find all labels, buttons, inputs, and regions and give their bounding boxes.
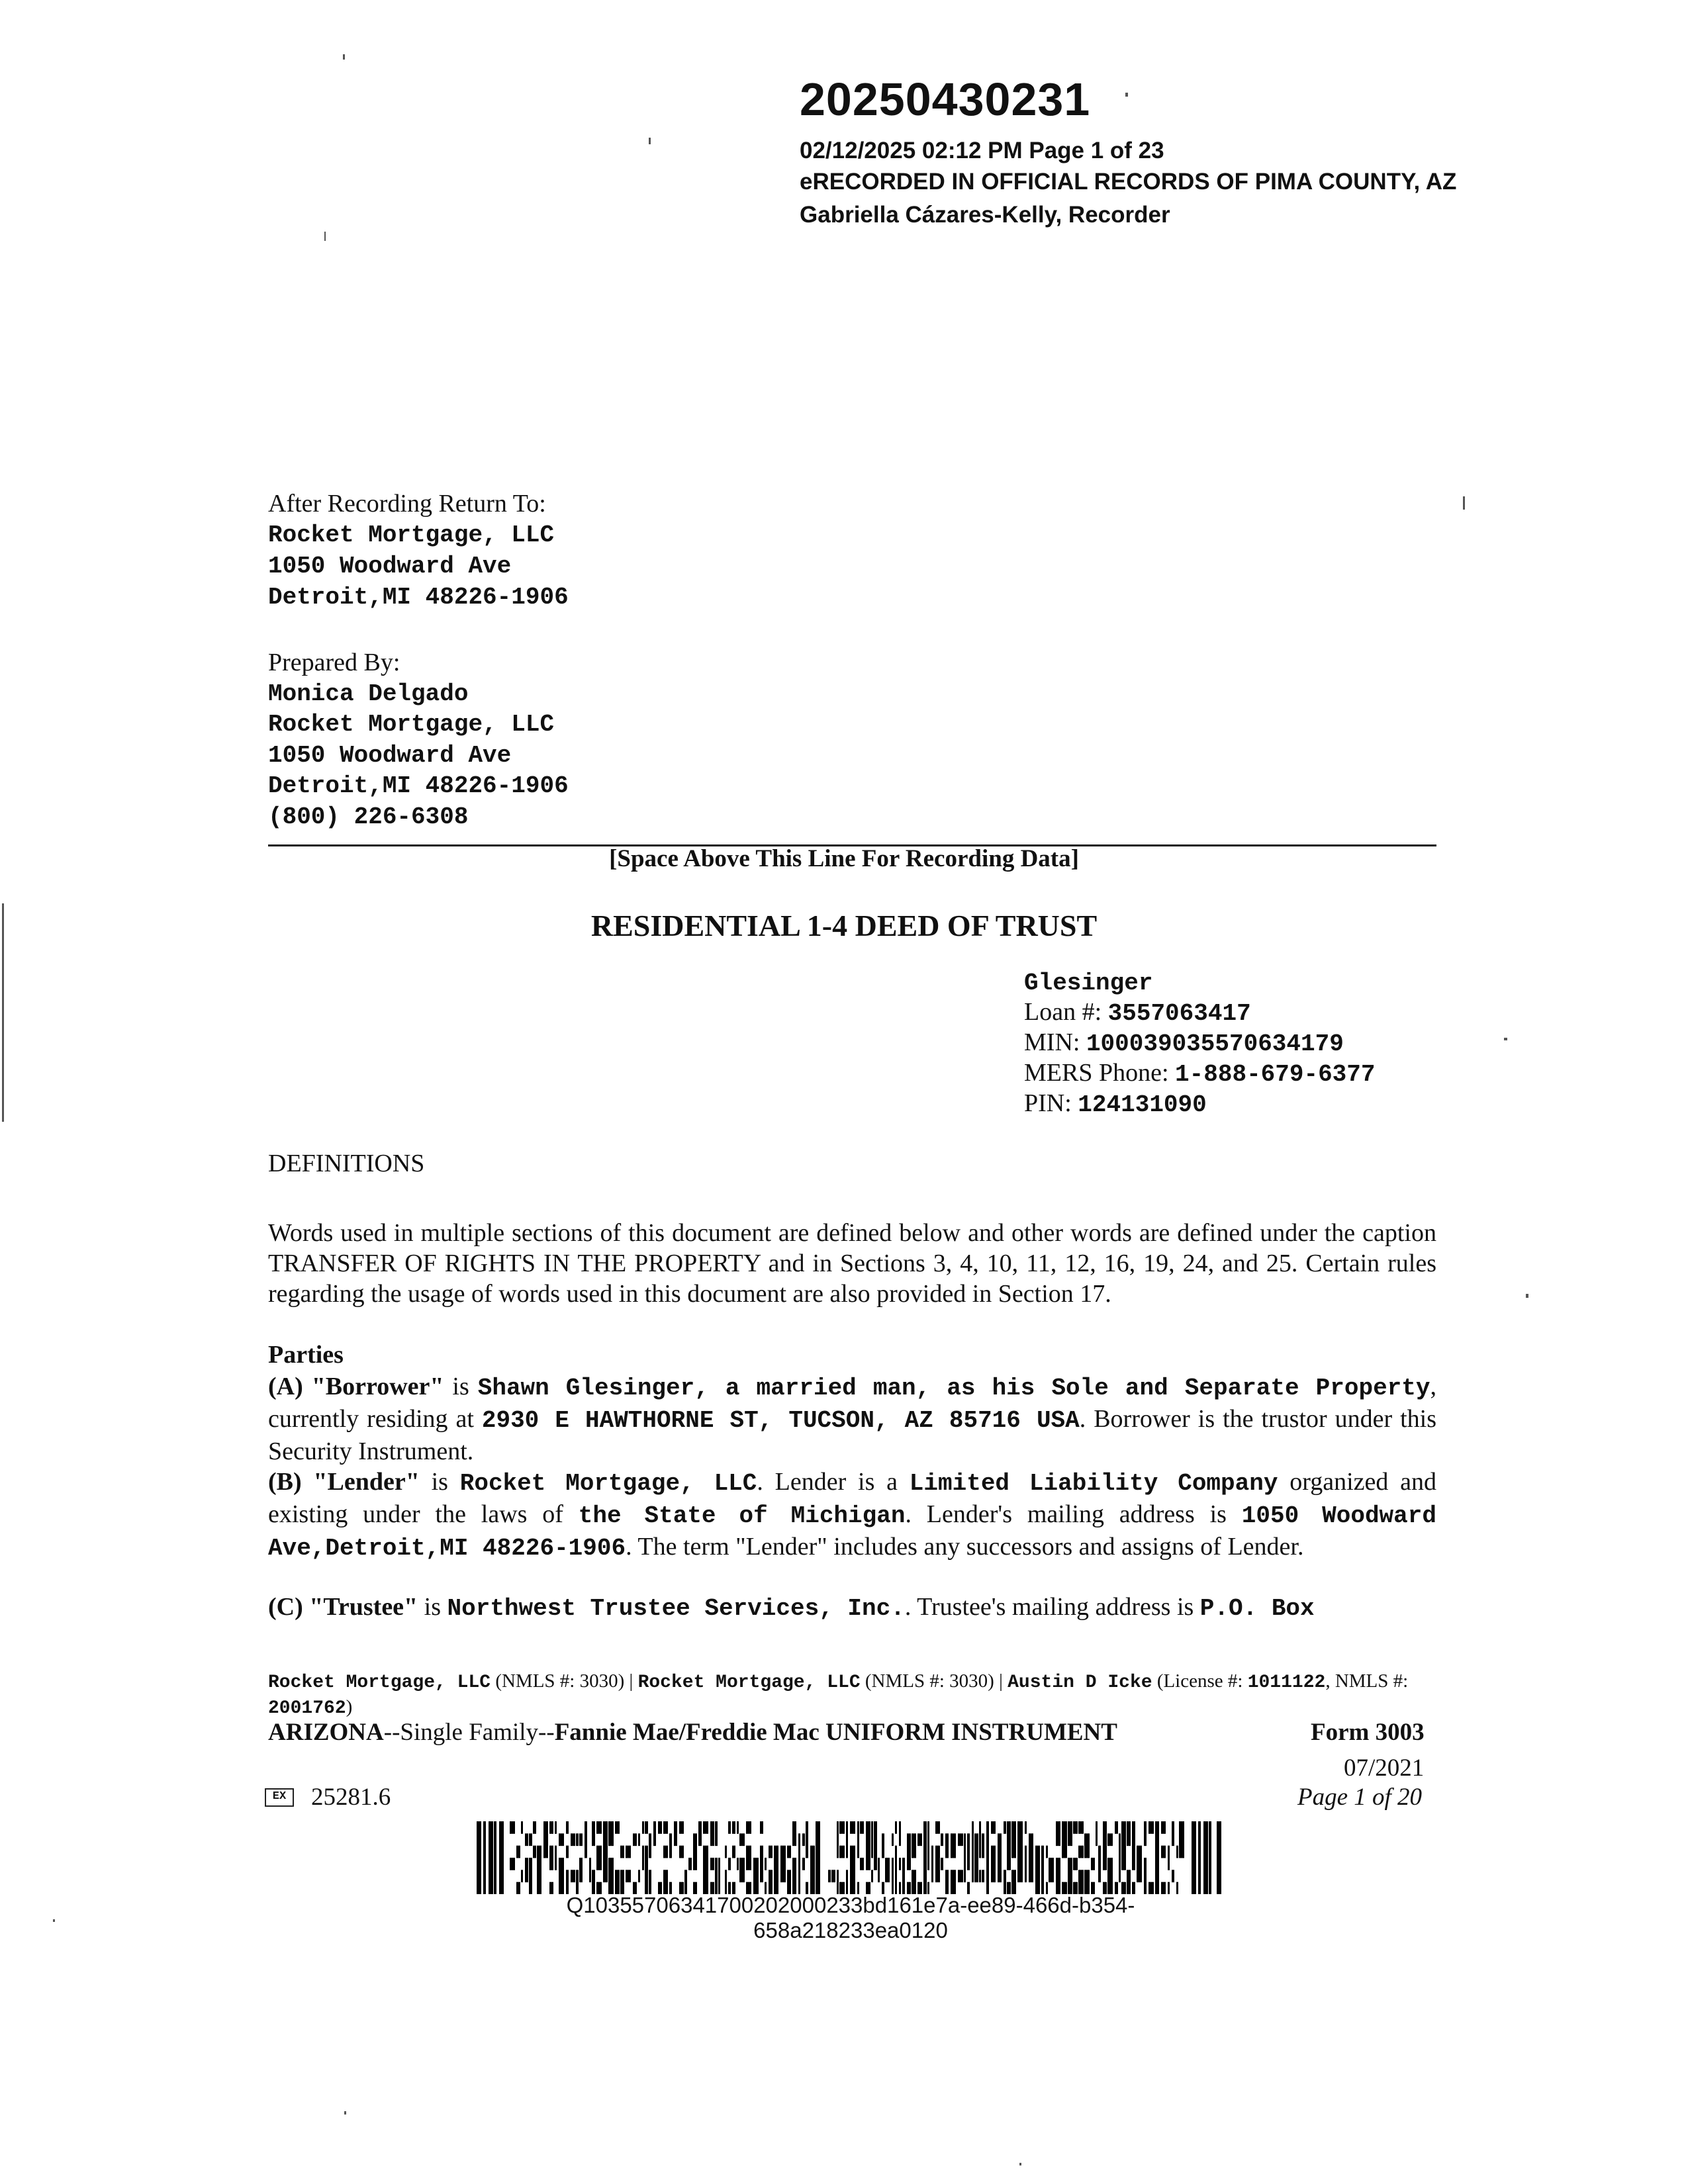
return-to-street: 1050 Woodward Ave — [268, 553, 512, 580]
mers-phone: MERS Phone: 1-888-679-6377 — [1024, 1059, 1376, 1088]
return-to-company: Rocket Mortgage, LLC — [268, 522, 555, 549]
scan-speck — [1463, 496, 1465, 510]
return-to-city: Detroit,MI 48226-1906 — [268, 584, 569, 611]
scan-speck — [1019, 2163, 1021, 2165]
footer-nmls-line: Rocket Mortgage, LLC (NMLS #: 3030) | Rocket Mortgage, LLC (NMLS #: 3030) | Austin D Icke (License #: 1011122, NMLS #: 2001762) — [268, 1670, 1409, 1719]
scan-speck — [53, 1919, 55, 1922]
document-title: RESIDENTIAL 1-4 DEED OF TRUST — [590, 909, 1098, 942]
recorder-name: Gabriella Cázares-Kelly, Recorder — [800, 202, 1170, 228]
prepared-by-phone: (800) 226-6308 — [268, 803, 469, 831]
recording-office: eRECORDED IN OFFICIAL RECORDS OF PIMA COUNTY, AZ — [800, 169, 1457, 195]
page-number: Page 1 of 20 — [1297, 1784, 1423, 1811]
scan-speck — [2, 903, 4, 1122]
recording-datetime: 02/12/2025 02:12 PM Page 1 of 23 — [800, 138, 1164, 163]
party-lender: (B) "Lender" is Rocket Mortgage, LLC. Lender is a Limited Liability Company organized and existing under the laws of the State of Michigan. Lender's mailing address is 1050 Woodward Ave,Detroit,MI 48226-1906. The term "Lender" includes any successors and assigns of Lender. — [268, 1468, 1436, 1562]
scan-speck — [1504, 1038, 1507, 1040]
party-borrower: (A) "Borrower" is Shawn Glesinger, a married man, as his Sole and Separate Property, currently residing at 2930 E HAWTHORNE ST, TUCSON, AZ 85716 USA. Borrower is the trustor under this Security Instrument. — [268, 1373, 1436, 1465]
scan-speck — [343, 54, 345, 60]
definitions-heading: DEFINITIONS — [268, 1150, 425, 1177]
parties-heading: Parties — [268, 1341, 344, 1369]
form-number: Form 3003 — [1311, 1719, 1425, 1746]
prepared-by-street: 1050 Woodward Ave — [268, 742, 512, 769]
scan-speck — [649, 138, 651, 144]
loan-borrower-name: Glesinger — [1024, 970, 1153, 997]
ex-code: 25281.6 — [311, 1784, 391, 1811]
ex-icon: EX — [265, 1788, 294, 1807]
pin-number: PIN: 124131090 — [1024, 1089, 1207, 1118]
scan-speck — [1526, 1294, 1528, 1298]
definitions-intro: Words used in multiple sections of this document are defined below and other words are defined under the caption TRANSFER OF RIGHTS IN THE PROPERTY and in Sections 3, 4, 10, 11, 12, 16, 19, 24, and 25. Certain rules regarding the usage of words used in this document are also provided in Section 17. — [268, 1219, 1436, 1308]
recording-number: 20250430231 — [800, 73, 1091, 125]
prepared-by-label: Prepared By: — [268, 649, 400, 676]
loan-number: Loan #: 3557063417 — [1024, 998, 1251, 1027]
prepared-by-company: Rocket Mortgage, LLC — [268, 711, 555, 738]
scan-speck — [1125, 93, 1128, 97]
form-date: 07/2021 — [1344, 1754, 1425, 1782]
return-to-label: After Recording Return To: — [268, 490, 546, 518]
footer-instrument-line: ARIZONA--Single Family--Fannie Mae/Freddie Mac UNIFORM INSTRUMENT — [268, 1719, 1117, 1746]
min-number: MIN: 100039035570634179 — [1024, 1028, 1344, 1058]
prepared-by-city: Detroit,MI 48226-1906 — [268, 772, 569, 799]
scan-speck — [324, 232, 326, 241]
prepared-by-name: Monica Delgado — [268, 680, 469, 707]
party-trustee: (C) "Trustee" is Northwest Trustee Services, Inc.. Trustee's mailing address is P.O. Box — [268, 1593, 1315, 1622]
barcode-text: Q10355706341700202000233bd161e7a-ee89-466d-b354-658a218233ea0120 — [566, 1893, 1135, 1942]
barcode-icon — [477, 1821, 1225, 1894]
space-above-notice: [Space Above This Line For Recording Data] — [609, 845, 1079, 872]
scan-speck — [344, 2111, 346, 2115]
